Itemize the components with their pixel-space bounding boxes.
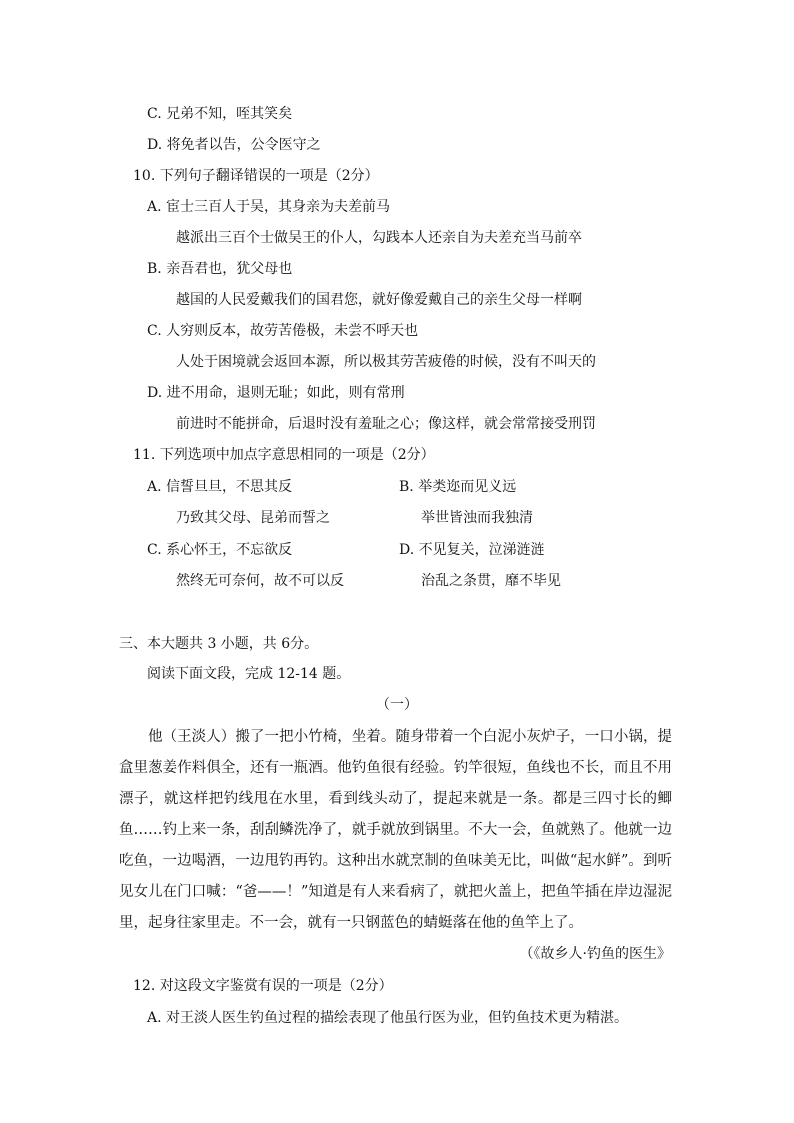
passage-text: 他（王淡人）搬了一把小竹椅，坐着。随身带着一个白泥小灰炉子，一口小锅，提盒里葱姜作料俱全，还有一瓶酒。他钓鱼很有经验。钓竿很短，鱼线也不长，而且不用漂子，就这样把钓线甩在水里，看到线头动了，提起来就是一条。都是三四寸长的鲫鱼……钓上来一条，刮刮鳞洗净了，就手就放到锅里。不大一会，鱼就熟了。他就一边吃鱼，一边喝酒，一边甩钓再钓。这种出水就烹制的鱼味美无比，叫做“起水鲜”。到听见女儿在门口喊：“爸——！”知道是有人来看病了，就把火盖上，把鱼竿插在岸边湿泥里，起身往家里走。不一会，就有一只钢蓝色的蜻蜓落在他的鱼竿上了。 [119,729,672,931]
q12-stem: 12. 对这段文字鉴赏有误的一项是（2分） [133,978,393,994]
q12-option-a: A. 对王淡人医生钓鱼过程的描绘表现了他虽行医为业，但钓鱼技术更为精湛。 [147,1010,629,1026]
passage-part-marker: （一） [376,697,418,713]
q10-option-d: D. 进不用命，退则无耻；如此，则有常刑 [147,385,405,401]
q11-option-d-sentence2: 治乱之条贯，靡不毕见 [421,573,561,589]
q10-option-d-translation: 前进时不能拼命，后退时没有羞耻之心；像这样，就会常常接受刑罚 [176,416,596,432]
q11-option-b: B. 举类迩而见义远 [399,479,517,495]
q10-option-c: C. 人穷则反本，故劳苦倦极，未尝不呼天也 [147,323,419,339]
section3-heading: 三、本大题共 3 小题，共 6分。 [119,636,319,652]
q10-stem: 10. 下列句子翻译错误的一项是（2分） [133,168,379,184]
q11-option-a: A. 信誓旦旦，不思其反 [147,479,293,495]
q11-stem: 11. 下列选项中加点字意思相同的一项是（2分） [133,447,435,463]
q11-option-a-sentence2: 乃致其父母、昆弟而誓之 [176,510,330,526]
q11-option-b-sentence2: 举世皆浊而我独清 [421,510,533,526]
q9-option-c: C. 兄弟不知，咥其笑矣 [147,106,293,122]
q10-option-c-translation: 人处于困境就会返回本源，所以极其劳苦疲倦的时候，没有不叫天的 [176,354,596,370]
q10-option-b-translation: 越国的人民爱戴我们的国君您，就好像爱戴自己的亲生父母一样啊 [176,292,582,308]
q11-option-d: D. 不见复关，泣涕涟涟 [399,542,545,558]
q11-option-c-sentence2: 然终无可奈何，故不可以反 [176,573,344,589]
q10-option-a: A. 宦士三百人于吴，其身亲为夫差前马 [147,199,391,215]
q11-option-c: C. 系心怀王，不忘欲反 [147,542,293,558]
q9-option-d: D. 将免者以告，公令医守之 [147,137,321,153]
section3-instruction: 阅读下面文段，完成 12-14 题。 [147,666,351,682]
q10-option-b: B. 亲吾君也，犹父母也 [147,261,293,277]
q10-option-a-translation: 越派出三百个士做吴王的仆人，勾践本人还亲自为夫差充当马前卒 [176,230,582,246]
passage-source: （《故乡人·钓鱼的医生》 [519,946,671,962]
